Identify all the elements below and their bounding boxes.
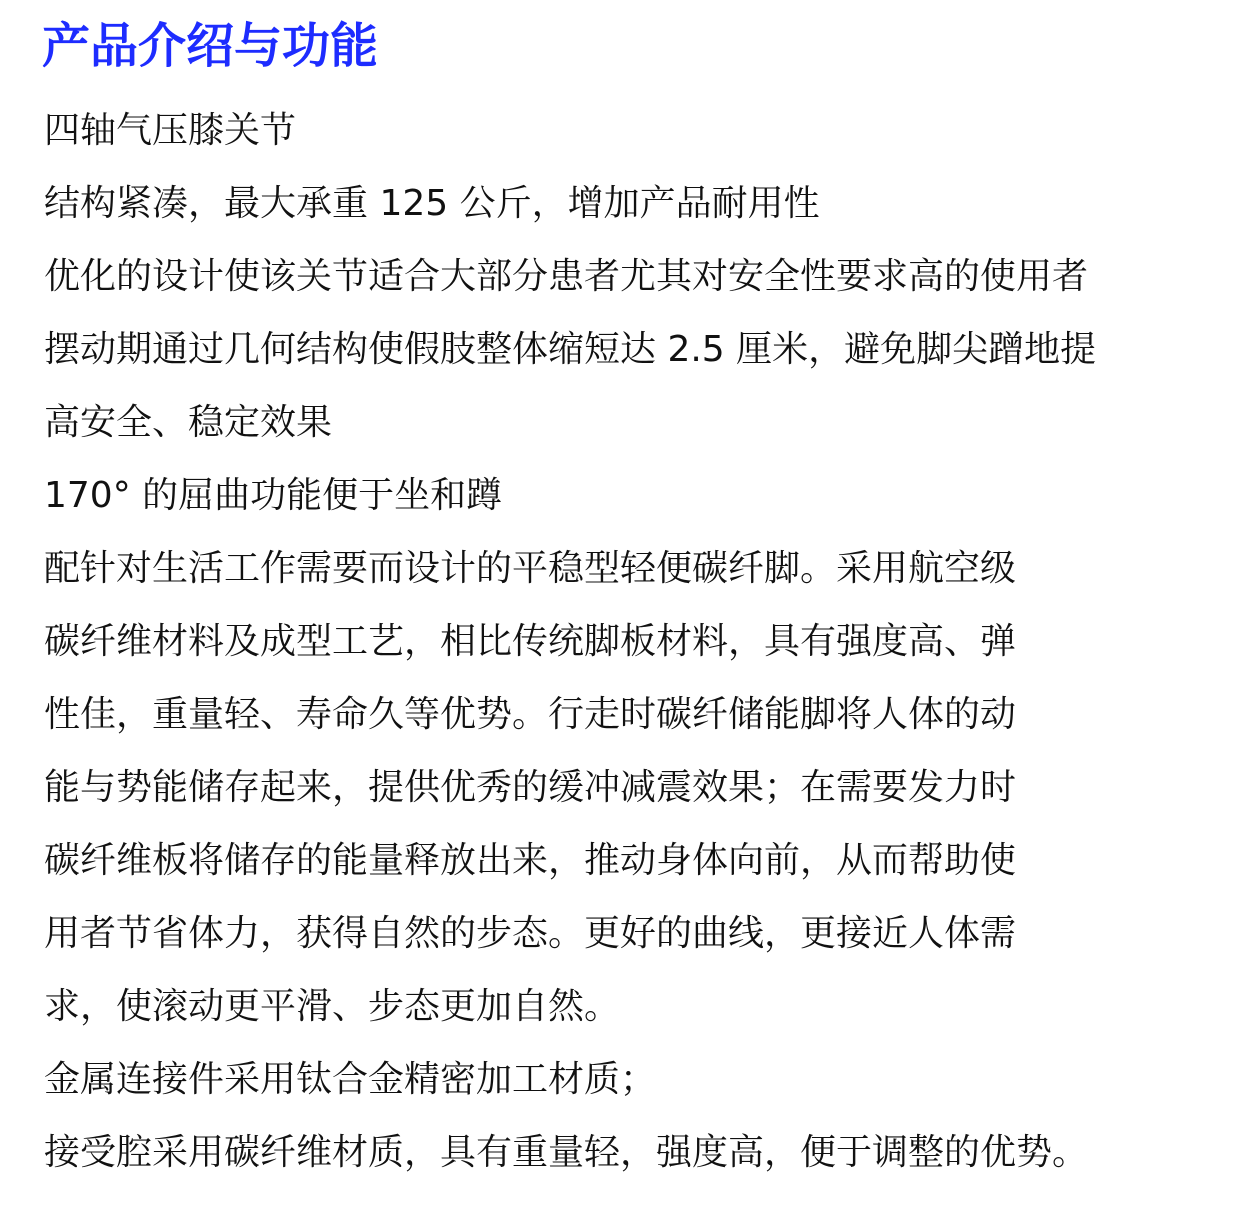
- feature-line-5: 高安全、稳定效果: [44, 402, 333, 443]
- feature-line-11: 碳纤维板将储存的能量释放出来，推动身体向前，从而帮助使: [44, 840, 1017, 881]
- feature-line-8: 碳纤维材料及成型工艺，相比传统脚板材料，具有强度高、弹: [44, 621, 1017, 662]
- feature-line-12: 用者节省体力，获得自然的步态。更好的曲线，更接近人体需: [44, 913, 1017, 954]
- product-feature-text: [44, 94, 1234, 1189]
- feature-line-14: 金属连接件采用钛合金精密加工材质；: [44, 1059, 657, 1100]
- feature-line-2: 结构紧凑，最大承重 125 公斤，增加产品耐用性: [44, 183, 820, 224]
- feature-line-13: 求，使滚动更平滑、步态更加自然。: [44, 986, 621, 1027]
- feature-line-1: 四轴气压膝关节: [44, 110, 297, 151]
- feature-line-3: 优化的设计使该关节适合大部分患者尤其对安全性要求高的使用者: [44, 256, 1089, 297]
- feature-line-6: 170° 的屈曲功能便于坐和蹲: [44, 475, 503, 516]
- feature-line-15: 接受腔采用碳纤维材质，具有重量轻，强度高，便于调整的优势。: [44, 1132, 1089, 1173]
- feature-line-9: 性佳，重量轻、寿命久等优势。行走时碳纤储能脚将人体的动: [44, 694, 1017, 735]
- page-title: 产品介绍与功能: [42, 18, 379, 74]
- feature-line-10: 能与势能储存起来，提供优秀的缓冲减震效果；在需要发力时: [44, 767, 1017, 808]
- feature-line-7: 配针对生活工作需要而设计的平稳型轻便碳纤脚。采用航空级: [44, 548, 1017, 589]
- feature-line-4: 摆动期通过几何结构使假肢整体缩短达 2.5 厘米，避免脚尖蹭地提: [44, 329, 1097, 370]
